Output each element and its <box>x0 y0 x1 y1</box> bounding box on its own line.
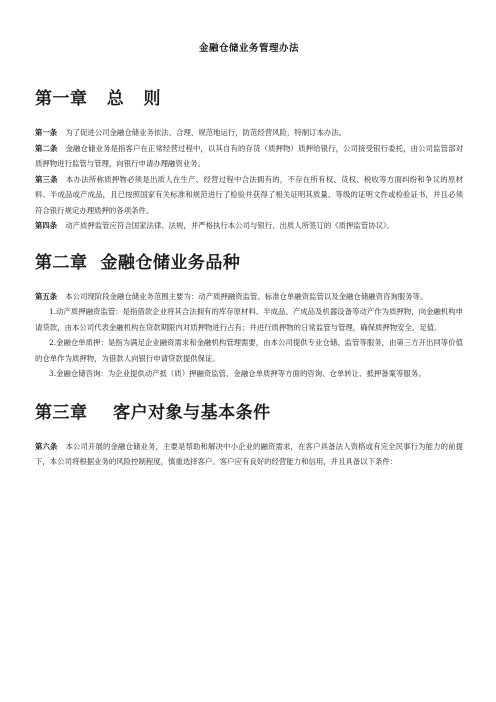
document-page <box>35 40 463 482</box>
chapter-heading: 第二章 金融仓储业务品种 <box>35 252 241 273</box>
document-title: 金融仓储业务管理办法 <box>198 43 299 54</box>
article-text: 本办法所称质押物必须是出质人在生产、经营过程中合法拥有的，不存在所有权、货权、税收等方面纠纷和争议的原材料、半成品或产成品，且已按照国家有关标准和规范进行了检验并获得了相关证明其质量、等级的证明文件或检验证书，并且必须符合银行规定办理质押的各项条件。 <box>35 174 463 215</box>
chapter-heading: 第三章 客户对象与基本条件 <box>35 402 271 423</box>
article-3 <box>35 172 463 219</box>
article-number: 第一条 <box>35 128 58 137</box>
article-text: 动产质押监管应符合国家法律、法规，并严格执行本公司与银行、出质人所签订的《质押监管协议》。 <box>65 221 395 230</box>
article-text: 本公司开展的金融仓储业务，主要是帮助和解决中小企业的融资需求，在客户具备法人资格或有完全民事行为能力的前提下，本公司将根据业务的风险控制程度，慎重选择客户。客户应有良好的经营能力和信用，并且具备以下条件： <box>35 441 463 466</box>
article-2 <box>35 141 463 172</box>
chapter-3 <box>35 398 463 470</box>
article-1 <box>35 125 463 141</box>
article-6 <box>35 439 463 470</box>
article-text: 为了促进公司金融仓储业务依法、合理、规范地运行，防范经营风险，特制订本办法。 <box>65 128 347 137</box>
article-text: 金融仓储业务是指客户在正常经营过程中，以其自有的存货（质押物）质押给银行，公司接受银行委托，由公司监管部对质押物进行监管与管理，向银行申请办理融资业务。 <box>35 143 463 168</box>
article-text: 本公司现阶段金融仓储业务范围主要为：动产质押融资监管、标准仓单融资监管以及金融仓储融资咨询服务等。 <box>65 291 428 301</box>
chapter-2 <box>35 248 463 382</box>
chapter-heading: 第一章 总 则 <box>35 89 162 109</box>
article-4 <box>35 218 463 234</box>
article-number: 第二条 <box>35 143 58 153</box>
article-number: 第六条 <box>35 441 58 451</box>
article-5 <box>35 289 463 305</box>
article-number: 第四条 <box>35 221 58 230</box>
chapter-1 <box>35 84 463 234</box>
article-number: 第三条 <box>35 174 58 184</box>
list-item: 1.动产质押融资监管：是指借款企业将其合法拥有的库存原材料、半成品、产成品及机器设备等动产作为质押物，向金融机构申请贷款，由本公司代表金融机构在贷款期限内对质押物进行占有；并进行质押物的日常监管与管理，确保质押物安全、足值。 <box>35 307 463 332</box>
list-item: 2.金融仓单质押：是指为满足企业融资需求和金融机构管理需要，由本公司提供专业仓储、监管等服务，由第三方开出同等价值的仓单作为质押物，为借款人向银行申请贷款提供保证。 <box>35 338 463 363</box>
article-number: 第五条 <box>35 291 58 301</box>
list-item: 3.金融仓储咨询：为企业提供动产抵（质）押融资监管、金融仓单质押等方面的咨询、仓单转让、抵押备案等服务。 <box>49 369 426 378</box>
